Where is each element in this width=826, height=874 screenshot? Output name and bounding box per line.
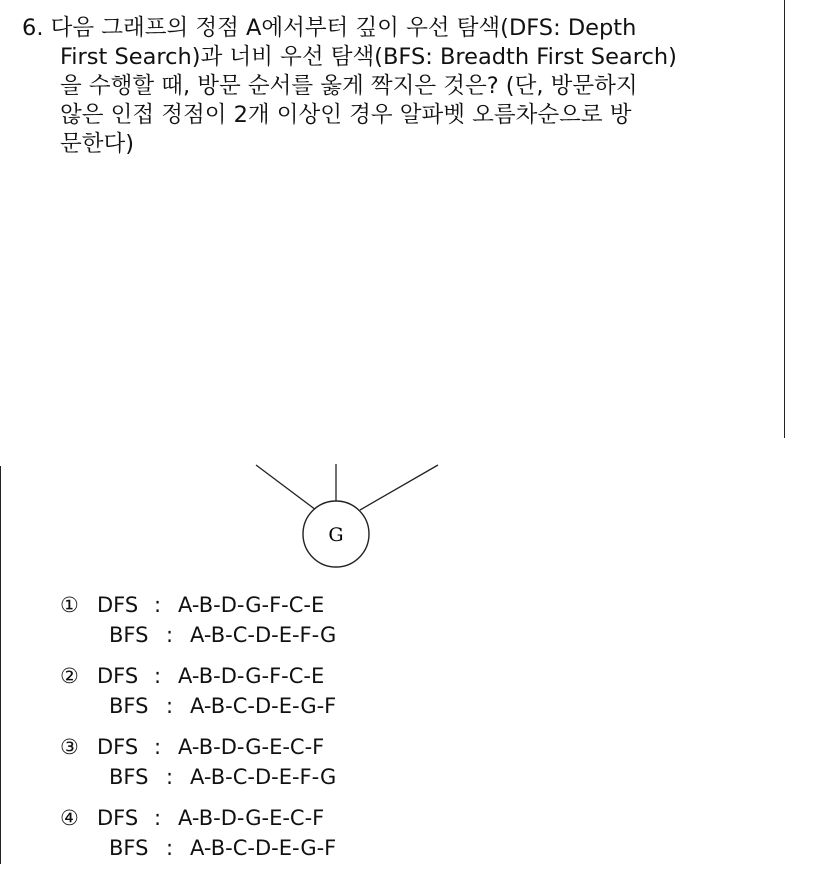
colon: : (154, 664, 162, 688)
colon: : (166, 694, 174, 718)
question-text-line: 을 수행할 때, 방문 순서를 옳게 짝지은 것은? (단, 방문하지 (60, 73, 638, 99)
choice-2[interactable] (60, 661, 336, 721)
bfs-label: BFS (109, 765, 149, 789)
dfs-label: DFS (97, 806, 139, 830)
colon: : (166, 623, 174, 647)
colon: : (154, 593, 162, 617)
bfs-sequence: A-B-C-D-E-G-F (190, 694, 337, 718)
bfs-label: BFS (109, 694, 149, 718)
choice-number: ① (60, 593, 79, 617)
graph-svg (240, 462, 450, 572)
dfs-sequence: A-B-D-G-F-C-E (178, 664, 325, 688)
question-line-1 (22, 14, 772, 43)
choice-4[interactable] (60, 803, 336, 863)
question-text-line: 않은 인접 정점이 2개 이상인 경우 알파벳 오름차순으로 방 (60, 102, 632, 128)
dfs-label: DFS (97, 664, 139, 688)
dfs-sequence: A-B-D-G-F-C-E (178, 593, 325, 617)
graph-figure (240, 462, 450, 572)
colon: : (166, 765, 174, 789)
bfs-label: BFS (109, 623, 149, 647)
choice-number: ② (60, 664, 79, 688)
colon: : (154, 806, 162, 830)
colon: : (154, 735, 162, 759)
colon: : (166, 836, 174, 860)
dfs-label: DFS (97, 593, 139, 617)
question-block (22, 14, 772, 159)
choice-3[interactable] (60, 732, 336, 792)
answer-choices (60, 590, 336, 874)
choice-number: ④ (60, 806, 79, 830)
bfs-sequence: A-B-C-D-E-G-F (190, 836, 337, 860)
dfs-sequence: A-B-D-G-E-C-F (178, 735, 325, 759)
choice-1[interactable] (60, 590, 336, 650)
graph-edge (360, 465, 438, 510)
question-text-line: First Search)과 너비 우선 탐색(BFS: Breadth First Search) (60, 44, 677, 70)
bfs-sequence: A-B-C-D-E-F-G (190, 623, 337, 647)
graph-node-label: G (328, 524, 344, 546)
column-divider-bottom (0, 466, 1, 864)
bfs-label: BFS (109, 836, 149, 860)
graph-edge (256, 465, 316, 510)
column-divider-top (784, 0, 785, 438)
dfs-label: DFS (97, 735, 139, 759)
choice-number: ③ (60, 735, 79, 759)
question-text-line: 다음 그래프의 정점 A에서부터 깊이 우선 탐색(DFS: Depth (50, 15, 637, 41)
dfs-sequence: A-B-D-G-E-C-F (178, 806, 325, 830)
bfs-sequence: A-B-C-D-E-F-G (190, 765, 337, 789)
question-text-line: 문한다) (60, 131, 134, 157)
question-number: 6. (22, 15, 44, 41)
